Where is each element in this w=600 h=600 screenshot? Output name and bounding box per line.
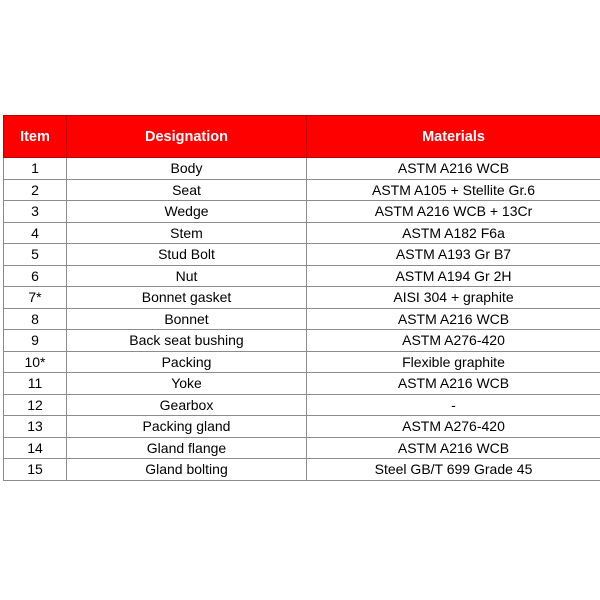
cell-item: 9 — [4, 330, 67, 352]
cell-materials: ASTM A216 WCB — [307, 373, 600, 395]
cell-item: 3 — [4, 201, 67, 223]
cell-item: 8 — [4, 308, 67, 330]
cell-item: 1 — [4, 158, 67, 180]
cell-materials: ASTM A193 Gr B7 — [307, 244, 600, 266]
cell-materials: ASTM A182 F6a — [307, 222, 600, 244]
cell-item: 15 — [4, 459, 67, 481]
cell-materials: ASTM A216 WCB + 13Cr — [307, 201, 600, 223]
table-row — [4, 287, 600, 309]
table-row — [4, 394, 600, 416]
cell-materials: ASTM A105 + Stellite Gr.6 — [307, 179, 600, 201]
cell-designation: Yoke — [67, 373, 307, 395]
cell-designation: Packing gland — [67, 416, 307, 438]
cell-designation: Seat — [67, 179, 307, 201]
cell-materials: Steel GB/T 699 Grade 45 — [307, 459, 600, 481]
header-item: Item — [4, 116, 67, 158]
cell-designation: Gland bolting — [67, 459, 307, 481]
parts-materials-table — [3, 115, 600, 481]
table-row — [4, 244, 600, 266]
cell-designation: Packing — [67, 351, 307, 373]
cell-item: 5 — [4, 244, 67, 266]
header-designation: Designation — [67, 116, 307, 158]
cell-designation: Bonnet — [67, 308, 307, 330]
cell-designation: Back seat bushing — [67, 330, 307, 352]
cell-item: 10* — [4, 351, 67, 373]
cell-materials: ASTM A276-420 — [307, 330, 600, 352]
table-header — [4, 116, 600, 158]
cell-item: 2 — [4, 179, 67, 201]
cell-designation: Body — [67, 158, 307, 180]
table-row — [4, 201, 600, 223]
cell-materials: Flexible graphite — [307, 351, 600, 373]
table-row — [4, 437, 600, 459]
cell-materials: AISI 304 + graphite — [307, 287, 600, 309]
header-row — [4, 116, 600, 158]
cell-designation: Stem — [67, 222, 307, 244]
cell-materials: - — [307, 394, 600, 416]
table-row — [4, 351, 600, 373]
cell-designation: Bonnet gasket — [67, 287, 307, 309]
cell-materials: ASTM A216 WCB — [307, 437, 600, 459]
cell-designation: Stud Bolt — [67, 244, 307, 266]
cell-designation: Gland flange — [67, 437, 307, 459]
table-row — [4, 373, 600, 395]
header-materials: Materials — [307, 116, 600, 158]
cell-item: 13 — [4, 416, 67, 438]
table-row — [4, 222, 600, 244]
table-row — [4, 330, 600, 352]
cell-designation: Nut — [67, 265, 307, 287]
cell-item: 7* — [4, 287, 67, 309]
table-row — [4, 158, 600, 180]
table-row — [4, 308, 600, 330]
cell-designation: Gearbox — [67, 394, 307, 416]
cell-materials: ASTM A276-420 — [307, 416, 600, 438]
cell-item: 4 — [4, 222, 67, 244]
cell-item: 6 — [4, 265, 67, 287]
table-row — [4, 459, 600, 481]
table-body — [4, 158, 600, 481]
table-row — [4, 265, 600, 287]
table-row — [4, 179, 600, 201]
cell-item: 11 — [4, 373, 67, 395]
cell-materials: ASTM A216 WCB — [307, 308, 600, 330]
cell-materials: ASTM A216 WCB — [307, 158, 600, 180]
cell-materials: ASTM A194 Gr 2H — [307, 265, 600, 287]
table-row — [4, 416, 600, 438]
cell-designation: Wedge — [67, 201, 307, 223]
cell-item: 14 — [4, 437, 67, 459]
cell-item: 12 — [4, 394, 67, 416]
